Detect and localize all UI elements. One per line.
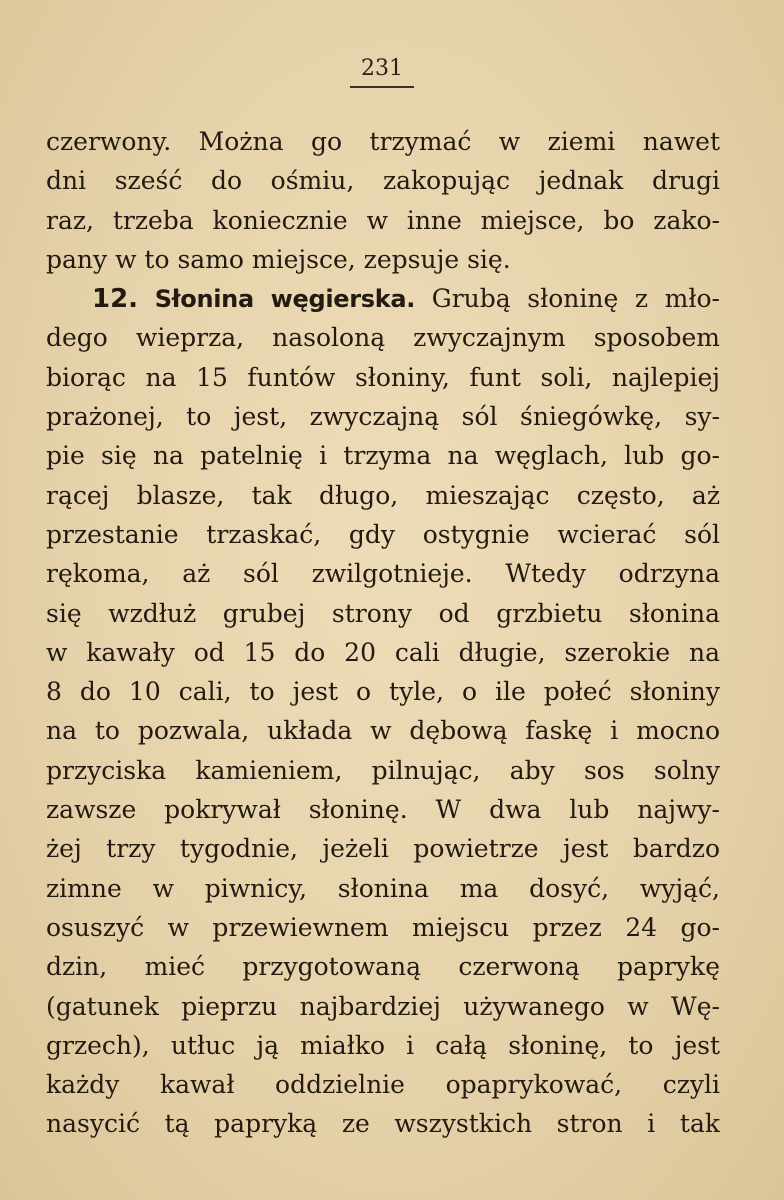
- text-line: się wzdłuż grubej strony od grzbietu słonina: [46, 598, 720, 628]
- text-line: dni sześć do ośmiu, zakopując jednak drugi: [46, 166, 720, 196]
- text-line: zimne w piwnicy, słonina ma dosyć, wyjąć,: [46, 873, 720, 903]
- text-line: dego wieprza, nasoloną zwyczajnym sposobem: [46, 323, 720, 353]
- text-line: przestanie trzaskać, gdy ostygnie wcierać sól: [46, 519, 720, 549]
- text-line: rękoma, aż sól zwilgotnieje. Wtedy odrzyna: [46, 559, 720, 589]
- section-heading-line: [46, 279, 720, 318]
- text-line: prażonej, to jest, zwyczajną sól śniegówkę, sy-: [46, 402, 720, 432]
- text-line: grzech), utłuc ją miałko i całą słoninę, to jest: [46, 1030, 720, 1060]
- text-line: przyciska kamieniem, pilnując, aby sos solny: [46, 755, 720, 785]
- text-line: pany w to samo miejsce, zepsuje się.: [46, 244, 511, 274]
- text-line: 8 do 10 cali, to jest o tyle, o ile połeć słoniny: [46, 677, 720, 707]
- text-line: pie się na patelnię i trzyma na węglach, lub go-: [46, 441, 720, 471]
- text-line: na to pozwala, układa w dębową faskę i mocno: [46, 716, 720, 746]
- section-title: Słonina węgierska.: [154, 285, 416, 314]
- page-number: 231: [350, 56, 414, 88]
- text-line: dzin, mieć przygotowaną czerwoną paprykę: [46, 952, 720, 982]
- text-line: raz, trzeba koniecznie w inne miejsce, bo zako-: [46, 205, 720, 235]
- text-line: czerwony. Można go trzymać w ziemi nawet: [46, 127, 720, 156]
- text-line: żej trzy tygodnie, jeżeli powietrze jest bardzo: [46, 834, 720, 864]
- text-line: każdy kawał oddzielnie opaprykować, czyli: [46, 1070, 720, 1100]
- text-line: (gatunek pieprzu najbardziej używanego w Wę-: [46, 991, 720, 1021]
- text-line: Grubą słoninę z mło-: [431, 284, 720, 314]
- text-line: zawsze pokrywał słoninę. W dwa lub najwy-: [46, 795, 720, 825]
- page-body-text: [46, 122, 720, 1144]
- text-line: biorąc na 15 funtów słoniny, funt soli, najlepiej: [46, 362, 720, 392]
- text-line: nasycić tą papryką ze wszystkich stron i tak: [46, 1109, 720, 1139]
- text-line: w kawały od 15 do 20 cali długie, szerokie na: [46, 637, 720, 667]
- text-line: osuszyć w przewiewnem miejscu przez 24 go-: [46, 912, 720, 942]
- section-number: 12.: [92, 284, 139, 315]
- text-line: rącej blasze, tak długo, mieszając często, aż: [46, 480, 720, 510]
